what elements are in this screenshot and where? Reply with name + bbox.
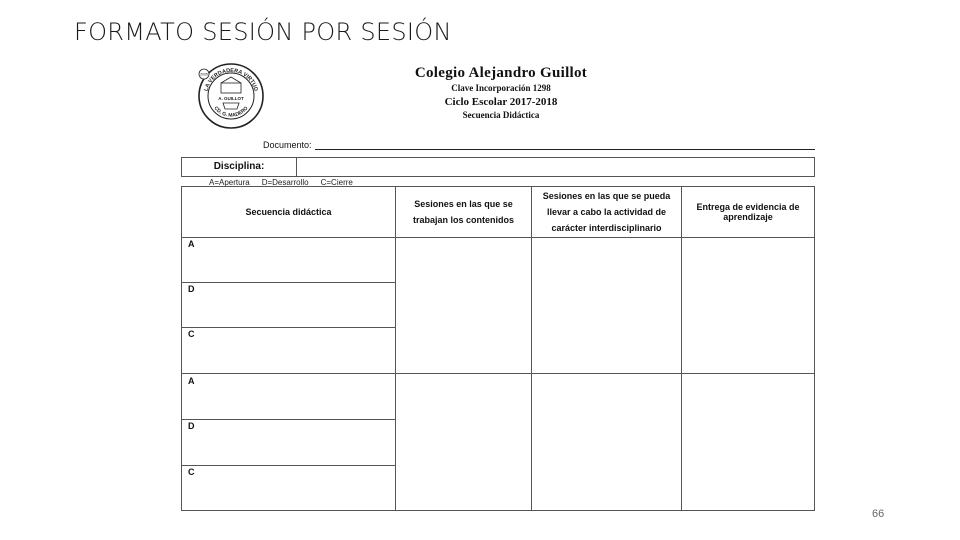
- seal-ring-text-top: LA VERDADERA VIRTUD: [203, 67, 259, 92]
- row-letter-cierre: C: [188, 329, 195, 339]
- row-divider: [182, 465, 395, 466]
- row-letter-cierre: C: [188, 467, 195, 477]
- row-letter-desarrollo: D: [188, 421, 195, 431]
- sequence-table: [181, 186, 815, 511]
- header-secuencia: Secuencia didáctica: [245, 207, 332, 217]
- svg-text:CD. G. MADERO: [213, 105, 250, 118]
- school-year: Ciclo Escolar 2017-2018: [444, 96, 558, 108]
- disciplina-field: [181, 157, 815, 177]
- document-image: [181, 58, 815, 511]
- row-letter-desarrollo: D: [188, 284, 195, 294]
- documento-label: Documento:: [263, 140, 312, 150]
- legend-cierre: C=Cierre: [320, 178, 353, 187]
- school-name: Colegio Alejandro Guillot: [414, 65, 588, 81]
- seal-inner-text: A. GUILLOT: [218, 96, 244, 101]
- slide-title: FORMATO SESIÓN POR SESIÓN: [74, 18, 452, 46]
- svg-text:LA VERDADERA VIRTUD: [204, 68, 259, 92]
- seal-ring-text-bottom: CD. G. MADERO: [212, 105, 250, 119]
- disciplina-label: Disciplina:: [182, 158, 297, 176]
- school-seal-logo: [197, 62, 265, 130]
- header-sesiones-interdisciplinario: Sesiones en las que se pueda llevar a cabo la actividad de carácter interdisciplinario: [542, 191, 671, 233]
- incorporation-code: Clave Incorporación 1298: [451, 83, 551, 93]
- page-number: 66: [872, 508, 885, 520]
- document-header: [411, 64, 591, 122]
- legend-desarrollo: D=Desarrollo: [261, 178, 309, 187]
- seal-badge-text: 2005: [200, 72, 208, 77]
- row-letter-apertura: A: [188, 376, 195, 386]
- row-letter-apertura: A: [188, 239, 195, 249]
- header-sesiones-contenidos: Sesiones en las que se trabajan los contenidos: [412, 199, 515, 225]
- legend-apertura: A=Apertura: [209, 178, 250, 187]
- document-type: Secuencia Didáctica: [462, 110, 540, 120]
- block-divider: [182, 373, 814, 374]
- documento-field: [263, 136, 815, 150]
- row-divider: [182, 282, 395, 283]
- row-divider: [182, 419, 395, 420]
- row-divider: [182, 327, 395, 328]
- header-entrega-evidencia: Entrega de evidencia de aprendizaje: [696, 202, 800, 222]
- documento-underline: [315, 141, 815, 150]
- header-divider: [182, 237, 814, 238]
